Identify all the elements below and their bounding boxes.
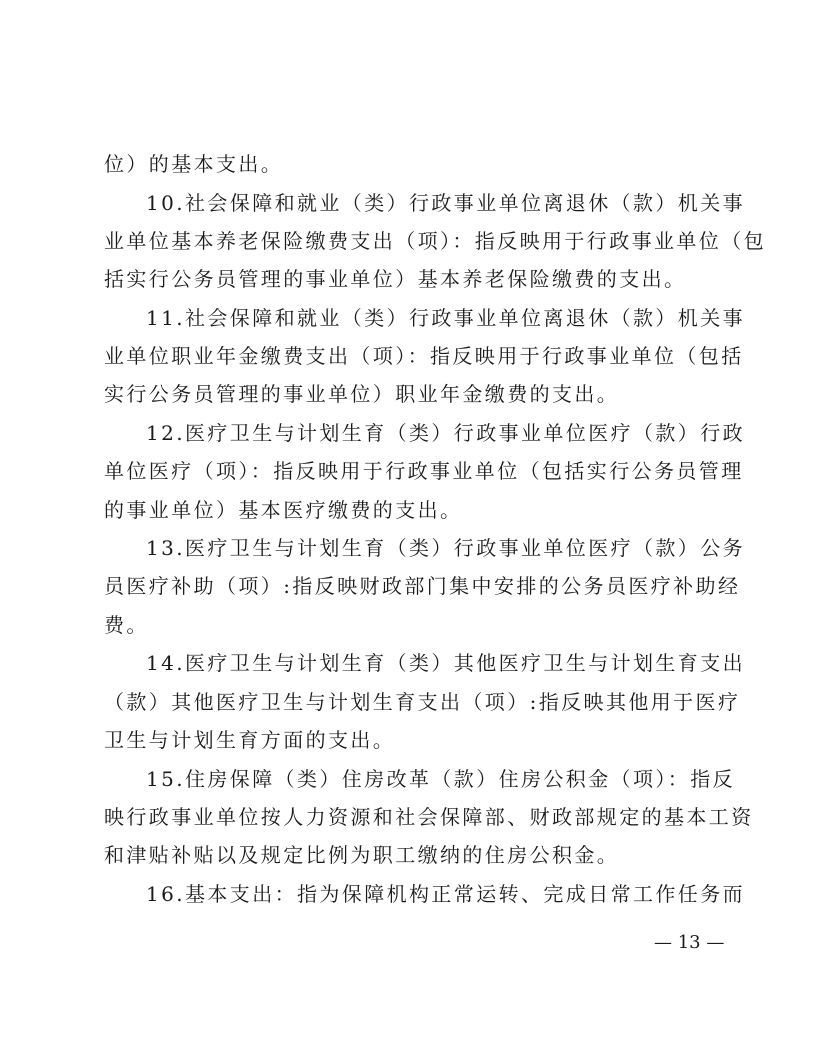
text-line: 括实行公务员管理的事业单位）基本养老保险缴费的支出。 (104, 267, 687, 291)
text-line: 15.住房保障（类）住房改革（款）住房公积金（项）：指反 (146, 767, 736, 791)
text-line: 卫生与计划生育方面的支出。 (104, 728, 396, 752)
text-line: 11.社会保障和就业（类）行政事业单位离退休（款）机关事 (146, 306, 746, 330)
text-line: （款）其他医疗卫生与计划生育支出（项）:指反映其他用于医疗 (104, 690, 741, 714)
text-line: 单位医疗（项）：指反映用于行政事业单位（包括实行公务员管理 (104, 459, 744, 483)
text-line: 12.医疗卫生与计划生育（类）行政事业单位医疗（款）行政 (146, 421, 746, 445)
text-line: 10.社会保障和就业（类）行政事业单位离退休（款）机关事 (146, 191, 746, 215)
text-line: 13.医疗卫生与计划生育（类）行政事业单位医疗（款）公务 (146, 536, 746, 560)
text-line: 映行政事业单位按人力资源和社会保障部、财政部规定的基本工资 (104, 805, 754, 829)
text-line: 的事业单位）基本医疗缴费的支出。 (104, 498, 463, 522)
text-line: 业单位基本养老保险缴费支出（项）：指反映用于行政事业单位（包 (104, 229, 766, 253)
text-line: 16.基本支出：指为保障机构正常运转、完成日常工作任务而 (146, 882, 746, 906)
text-line: 实行公务员管理的事业单位）职业年金缴费的支出。 (104, 382, 620, 406)
text-line: 业单位职业年金缴费支出（项）：指反映用于行政事业单位（包括 (104, 344, 744, 368)
text-line: 位）的基本支出。 (104, 152, 284, 176)
text-line: 费。 (104, 613, 149, 637)
text-line: 员医疗补助（项）:指反映财政部门集中安排的公务员医疗补助经 (104, 574, 741, 598)
page-number: — 13 — (654, 932, 725, 953)
text-line: 和津贴补贴以及规定比例为职工缴纳的住房公积金。 (104, 843, 620, 867)
text-line: 14.医疗卫生与计划生育（类）其他医疗卫生与计划生育支出 (146, 651, 746, 675)
